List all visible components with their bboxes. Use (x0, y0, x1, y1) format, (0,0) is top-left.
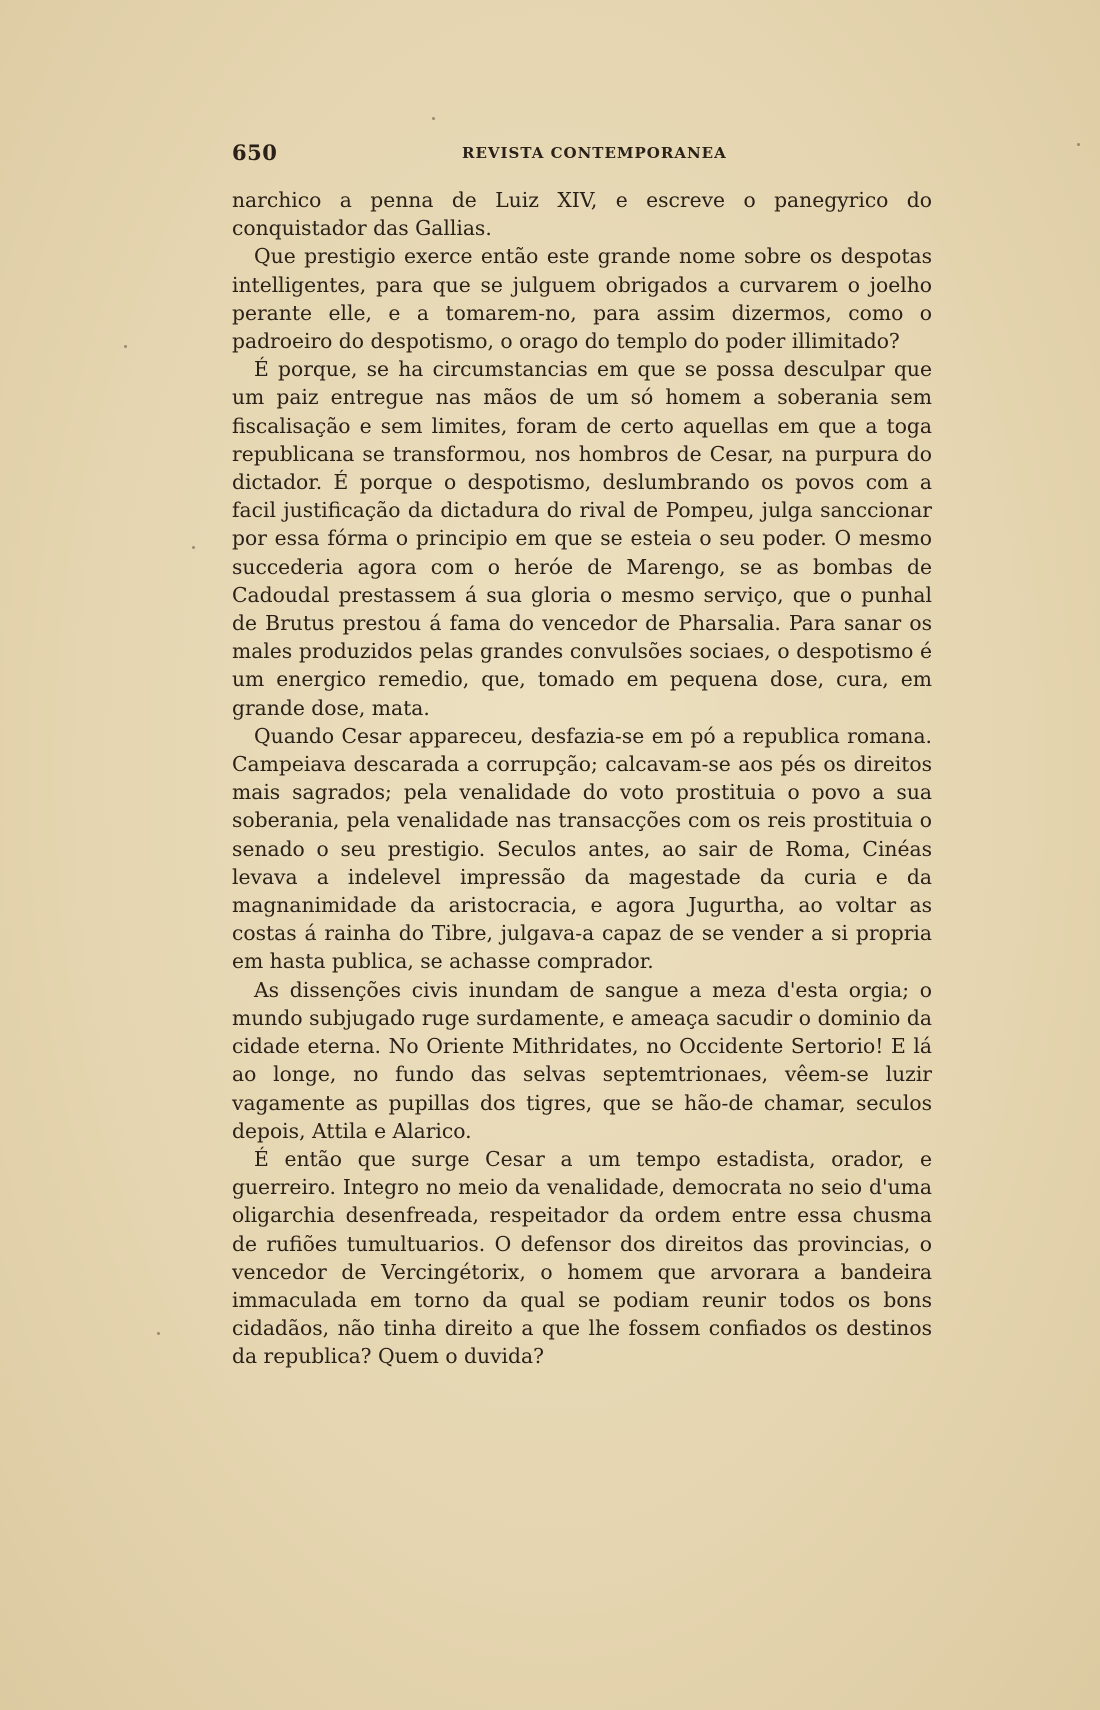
paragraph: É então que surge Cesar a um tempo estadista, orador, e guerreiro. Integro no meio da venalidade, democrata no seio d'uma oligarchia desenfreada, respeitador da ordem entre essa chusma de rufiões tumultuarios. O defensor dos direitos das provincias, o vencedor de Vercingétorix, o homem que arvorara a bandeira immaculada em torno da qual se podiam reunir todos os bons cidadãos, não tinha direito a que lhe fossem confiados os destinos da republica? Quem o duvida? (232, 1146, 932, 1369)
paragraph: É porque, se ha circumstancias em que se possa desculpar que um paiz entregue nas mãos de um só homem a soberania sem fiscalisação e sem limites, foram de certo aquellas em que a toga republicana se transformou, nos hombros de Cesar, na purpura do dictador. É porque o despotismo, deslumbrando os povos com a facil justificação da dictadura do rival de Pompeu, julga sanccionar por essa fórma o principio em que se esteia o seu poder. O mesmo succederia agora com o heróe de Marengo, se as bombas de Cadoudal prestassem á sua gloria o mesmo serviço, que o punhal de Brutus prestou á fama do vencedor de Pharsalia. Para sanar os males produzidos pelas grandes convulsões sociaes, o despotismo é um energico remedio, que, tomado em pequena dose, cura, em grande dose, mata. (232, 357, 932, 720)
page-number: 650 (232, 140, 278, 165)
running-title: REVISTA CONTEMPORANEA (462, 144, 727, 162)
paragraph: Que prestigio exerce então este grande nome sobre os despotas intelligentes, para que se julguem obrigados a curvarem o joelho perante elle, e a tomarem-no, para assim dizermos, como o padroeiro do despotismo, o orago do templo do poder illimitado? (232, 244, 932, 354)
page-header (232, 140, 932, 170)
paragraph: As dissenções civis inundam de sangue a meza d'esta orgia; o mundo subjugado ruge surdamente, e ameaça sacudir o dominio da cidade eterna. No Oriente Mithridates, no Occidente Sertorio! E lá ao longe, no fundo das selvas septemtrionaes, vêem-se luzir vagamente as pupillas dos tigres, que se hão-de chamar, seculos depois, Attila e Alarico. (232, 977, 932, 1143)
paper-speck (1077, 143, 1080, 146)
paper-speck (157, 1332, 160, 1335)
paper-speck (432, 117, 435, 120)
paper-speck (124, 345, 127, 348)
body-text (232, 186, 932, 1371)
paragraph-continuation: narchico a penna de Luiz XIV, e escreve o panegyrico do conquistador das Gallias. (232, 188, 932, 241)
paragraph: Quando Cesar appareceu, desfazia-se em pó a republica romana. Campeiava descarada a corrupção; calcavam-se aos pés os direitos mais sagrados; pela venalidade do voto prostituia o povo a sua soberania, pela venalidade nas transacções com os reis prostituia o senado o seu prestigio. Seculos antes, ao sair de Roma, Cinéas levava a indelevel impressão da magestade da curia e da magnanimidade da aristocracia, e agora Jugurtha, ao voltar as costas á rainha do Tibre, julgava-a capaz de se vender a si propria em hasta publica, se achasse comprador. (232, 723, 932, 974)
paper-speck (192, 546, 195, 549)
